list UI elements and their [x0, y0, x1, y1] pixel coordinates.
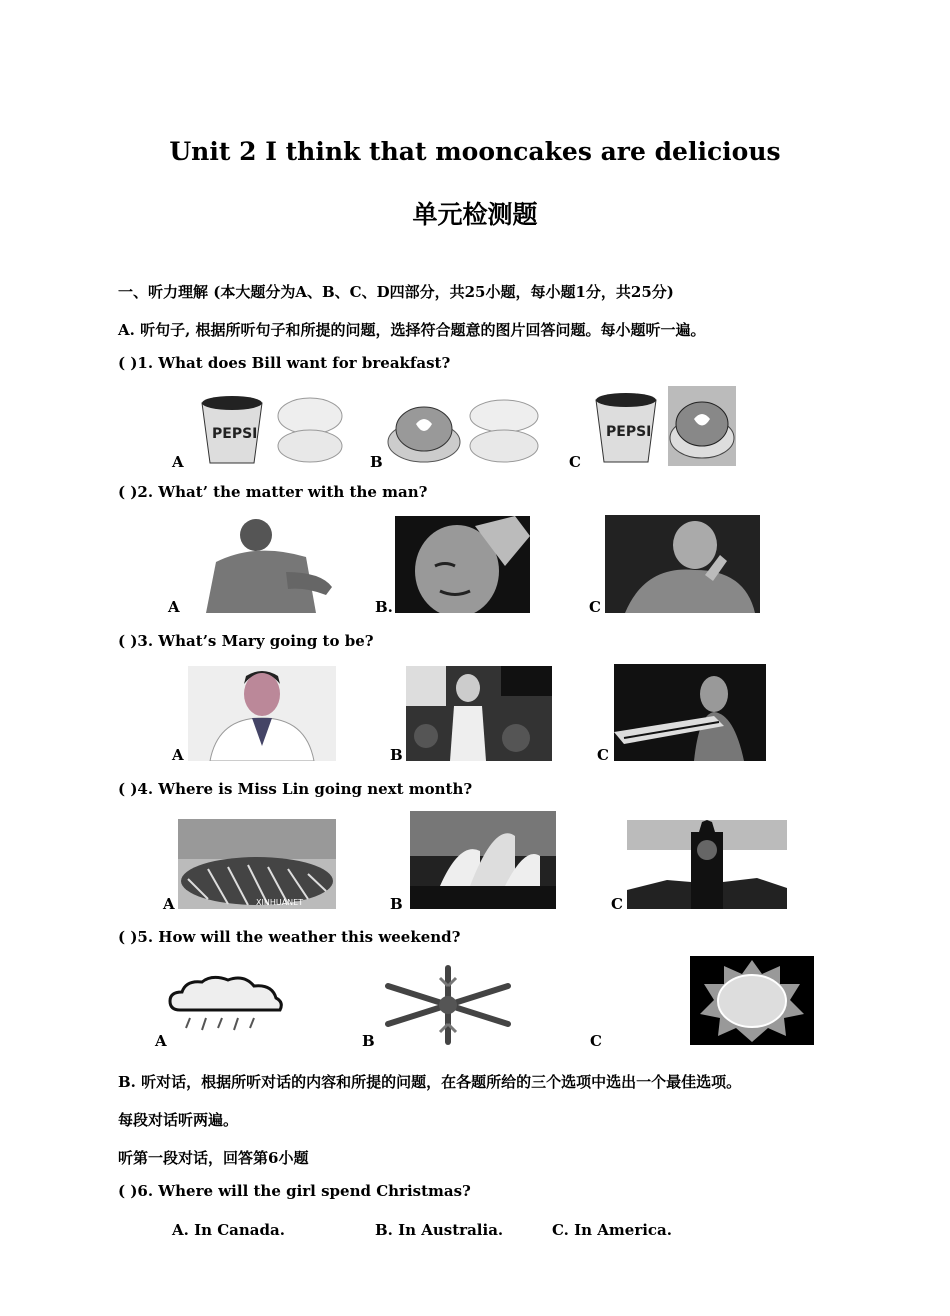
sun-icon [690, 956, 814, 1045]
snowflake-icon [380, 964, 516, 1046]
q2-image-a [196, 517, 334, 613]
q3-image-a [188, 666, 336, 761]
svg-text:PEPSI: PEPSI [606, 424, 652, 440]
question-5: ( )5. How will the weather this weekend? [118, 928, 461, 946]
page-title: Unit 2 I think that mooncakes are delicious [169, 137, 781, 166]
q3-image-c [614, 664, 766, 761]
svg-text:PEPSI: PEPSI [212, 426, 258, 442]
part-b-instruction: B. 听对话，根据所听对话的内容和所提的问题，在各题所给的三个选项中选出一个最佳选项。 [118, 1073, 742, 1091]
q3-label-b: B [390, 746, 403, 764]
q2-label-a: A [168, 598, 180, 616]
q5-label-a: A [155, 1032, 167, 1050]
q1-image-b [386, 394, 546, 466]
q2-label-c: C [589, 598, 601, 616]
question-6: ( )6. Where will the girl spend Christmas? [118, 1182, 471, 1200]
q4-label-c: C [611, 895, 623, 913]
q6-option-c: C. In America. [552, 1221, 672, 1239]
q6-option-b: B. In Australia. [375, 1221, 504, 1239]
page-subtitle: 单元检测题 [412, 200, 538, 229]
part-b-instruction-2: 每段对话听两遍。 [118, 1111, 239, 1129]
q5-label-b: B [362, 1032, 375, 1050]
rain-cloud-icon [168, 974, 286, 1036]
q3-label-c: C [597, 746, 609, 764]
q3-label-a: A [172, 746, 184, 764]
question-2: ( )2. What’ the matter with the man? [118, 483, 428, 501]
question-1: ( )1. What does Bill want for breakfast? [118, 354, 451, 372]
q1-label-b: B [370, 453, 383, 471]
q2-label-b: B. [375, 598, 393, 616]
q4-label-a: A [163, 895, 175, 913]
q4-image-b [410, 811, 556, 909]
q3-image-b [406, 666, 552, 761]
part-a-instruction: A. 听句子, 根据所听句子和所提的问题，选择符合题意的图片回答问题。每小题听一遍。 [118, 321, 706, 339]
q6-option-a: A. In Canada. [172, 1221, 285, 1239]
q2-image-c [605, 515, 760, 613]
q1-image-a [192, 388, 348, 466]
q1-image-c [586, 386, 736, 466]
question-3: ( )3. What’s Mary going to be? [118, 632, 374, 650]
section-heading: 一、听力理解 (本大题分为A、B、C、D四部分，共25小题，每小题1分，共25分) [118, 283, 674, 301]
watermark-text: XINHUANET [256, 898, 304, 907]
q1-label-c: C [569, 453, 581, 471]
dialog-1-heading: 听第一段对话，回答第6小题 [118, 1149, 309, 1167]
q2-image-b [395, 516, 530, 613]
q1-label-a: A [172, 453, 184, 471]
q4-image-c [627, 820, 787, 909]
q5-label-c: C [590, 1032, 602, 1050]
question-4: ( )4. Where is Miss Lin going next month? [118, 780, 473, 798]
q4-image-a [178, 819, 336, 909]
q4-label-b: B [390, 895, 403, 913]
